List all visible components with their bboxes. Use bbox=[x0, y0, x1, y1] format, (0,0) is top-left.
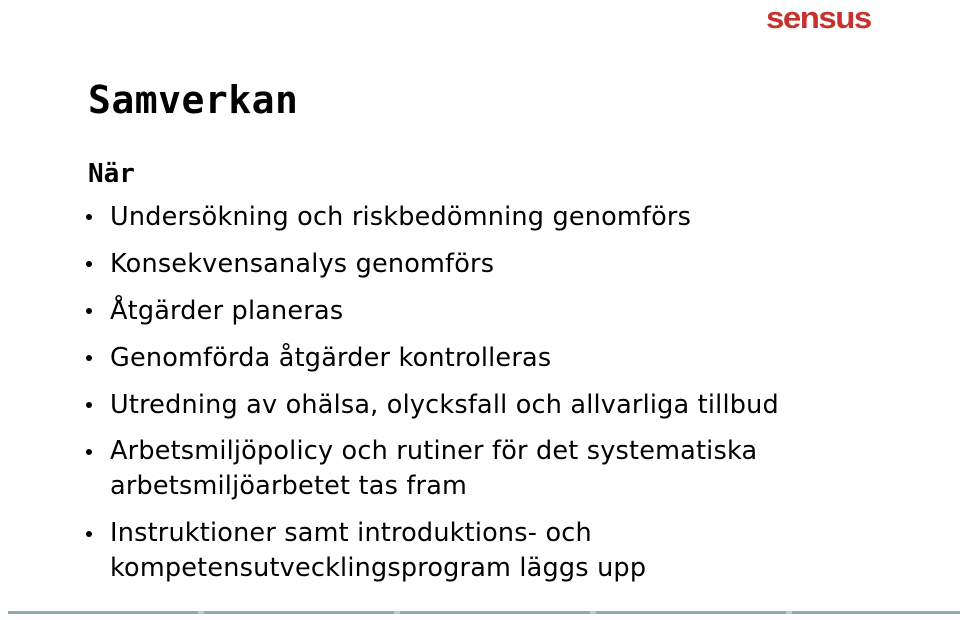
bullet-icon bbox=[86, 449, 92, 455]
bullet-icon bbox=[86, 402, 92, 408]
footer-divider bbox=[8, 611, 960, 614]
list-item bbox=[82, 246, 912, 282]
bullet-icon bbox=[86, 261, 92, 267]
list-item-text: Instruktioner samt introduktions- och kompetensutvecklingsprogram läggs upp bbox=[110, 518, 647, 583]
list-item-text: Konsekvensanalys genomförs bbox=[110, 249, 495, 279]
list-item bbox=[82, 387, 912, 423]
list-item bbox=[82, 199, 912, 235]
list-item-text: Åtgärder planeras bbox=[110, 296, 344, 326]
bullet-icon bbox=[86, 214, 92, 220]
bullet-icon bbox=[86, 531, 92, 537]
list-item-text: Genomförda åtgärder kontrolleras bbox=[110, 343, 552, 373]
slide-title: Samverkan bbox=[88, 78, 299, 122]
list-item bbox=[82, 434, 912, 504]
list-item bbox=[82, 516, 912, 586]
bullet-list bbox=[82, 199, 912, 598]
list-item bbox=[82, 293, 912, 329]
list-item-text: Utredning av ohälsa, olycksfall och allvarliga tillbud bbox=[110, 390, 779, 420]
slide-subtitle: När bbox=[88, 159, 135, 189]
sensus-logo: sensus bbox=[766, 0, 871, 35]
list-item-text: Undersökning och riskbedömning genomförs bbox=[110, 202, 692, 232]
list-item bbox=[82, 340, 912, 376]
bullet-icon bbox=[86, 355, 92, 361]
bullet-icon bbox=[86, 308, 92, 314]
list-item-text: Arbetsmiljöpolicy och rutiner för det systematiska arbetsmiljöarbetet tas fram bbox=[110, 436, 758, 501]
